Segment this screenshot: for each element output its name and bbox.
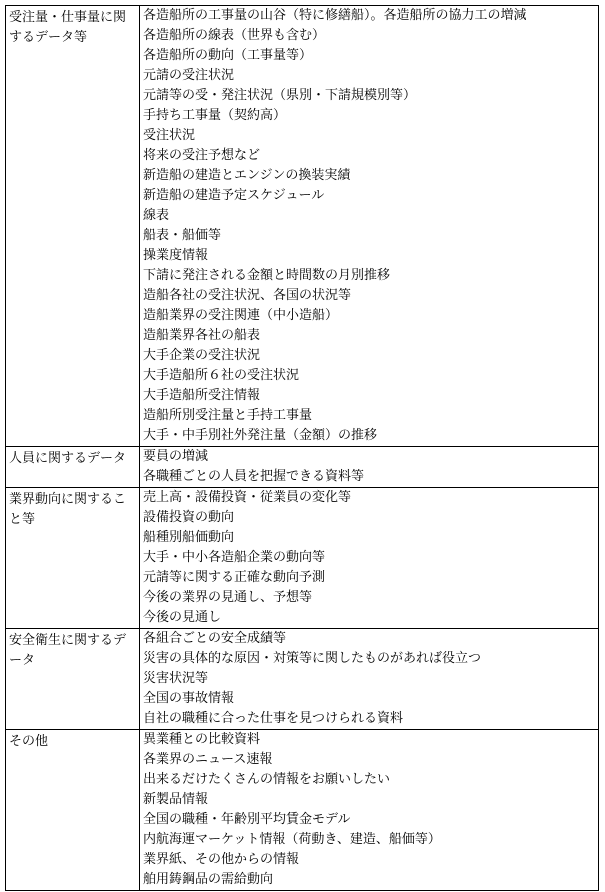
list-item: 元請の受注状況	[143, 68, 235, 83]
list-item: 大手造船所６社の受注状況	[143, 368, 300, 383]
list-item: 各組合ごとの安全成績等	[143, 631, 287, 646]
items-cell	[140, 488, 599, 629]
list-item: 大手造船所受注情報	[143, 388, 261, 403]
list-item: 売上高・設備投資・従業員の変化等	[143, 490, 352, 505]
items-cell	[140, 447, 599, 488]
section-row	[6, 629, 599, 730]
section-row	[6, 6, 599, 447]
list-item: 各業界のニュース速報	[143, 752, 273, 767]
category-label: 人員に関するデータ	[9, 451, 127, 466]
list-item: 今後の見通し	[143, 610, 222, 625]
list-item: 大手企業の受注状況	[143, 348, 261, 363]
list-item: 各造船所の工事量の山谷（特に修繕船）。各造船所の協力工の増減	[143, 8, 527, 23]
list-item: 船表・船価等	[143, 228, 222, 243]
section-row	[6, 730, 599, 891]
list-item: 自社の職種に合った仕事を見つけられる資料	[143, 711, 404, 726]
list-item: 手持ち工事量（契約高）	[143, 108, 287, 123]
category-label: 受注量・仕事量に関するデータ等	[9, 10, 127, 45]
list-item: 新造船の建造とエンジンの換装実績	[143, 168, 351, 183]
list-item: 全国の事故情報	[143, 691, 235, 706]
section-row	[6, 488, 599, 629]
items-cell	[140, 730, 599, 891]
list-item: 造船各社の受注状況、各国の状況等	[143, 288, 352, 303]
list-item: 将来の受注予想など	[143, 148, 261, 163]
list-item: 大手・中小各造船企業の動向等	[143, 550, 326, 565]
list-item: 新造船の建造予定スケジュール	[143, 188, 325, 203]
list-item: 造船所別受注量と手持工事量	[143, 408, 313, 423]
items-cell	[140, 6, 599, 447]
list-item: 元請等に関する正確な動向予測	[143, 570, 326, 585]
category-cell	[6, 488, 140, 629]
list-item: 各職種ごとの人員を把握できる資料等	[143, 469, 365, 484]
list-item: 災害の具体的な原因・対策等に関したものがあれば役立つ	[143, 651, 482, 666]
list-item: 造船業界各社の船表	[143, 328, 261, 343]
list-item: 出来るだけたくさんの情報をお願いしたい	[143, 772, 391, 787]
items-cell	[140, 629, 599, 730]
list-item: 各造船所の動向（工事量等）	[143, 48, 313, 63]
list-item: 異業種との比較資料	[143, 732, 261, 747]
list-item: 内航海運マーケット情報（荷動き、建造、船価等）	[143, 832, 441, 847]
category-cell	[6, 629, 140, 730]
category-cell	[6, 730, 140, 891]
list-item: 造船業界の受注関連（中小造船）	[143, 308, 339, 323]
list-item: 舶用鋳鋼品の需給動向	[143, 872, 274, 887]
data-request-table	[5, 5, 599, 891]
list-item: 大手・中手別社外発注量（金額）の推移	[143, 428, 378, 443]
list-item: 今後の業界の見通し、予想等	[143, 590, 313, 605]
list-item: 業界紙、その他からの情報	[143, 852, 300, 867]
list-item: 各造船所の線表（世界も含む）	[143, 28, 326, 43]
list-item: 要員の増減	[143, 449, 209, 464]
category-label: 業界動向に関すること等	[9, 492, 127, 527]
list-item: 新製品情報	[143, 792, 209, 807]
list-item: 線表	[143, 208, 170, 223]
list-item: 船種別船価動向	[143, 530, 235, 545]
table-body	[6, 6, 599, 891]
list-item: 受注状況	[143, 128, 196, 143]
list-item: 全国の職種・年齢別平均賃金モデル	[143, 812, 351, 827]
category-cell	[6, 447, 140, 488]
category-label: その他	[9, 734, 49, 749]
list-item: 災害状況等	[143, 671, 209, 686]
list-item: 元請等の受・発注状況（県別・下請規模別等）	[143, 88, 417, 103]
category-cell	[6, 6, 140, 447]
list-item: 操業度情報	[143, 248, 209, 263]
section-row	[6, 447, 599, 488]
list-item: 設備投資の動向	[143, 510, 235, 525]
list-item: 下請に発注される金額と時間数の月別推移	[143, 268, 391, 283]
category-label: 安全衛生に関するデータ	[9, 633, 127, 668]
